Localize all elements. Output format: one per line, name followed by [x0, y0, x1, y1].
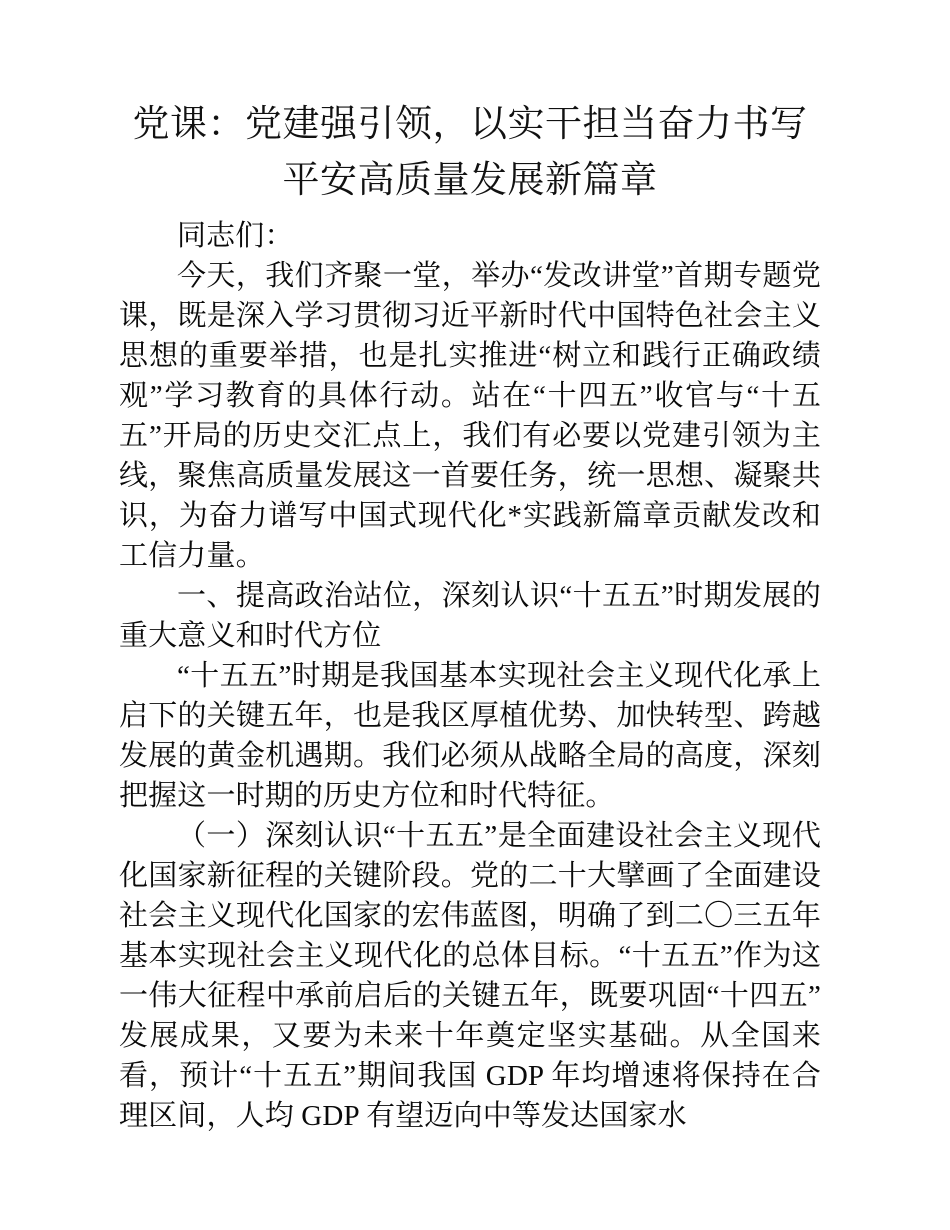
- paragraph-subsection-one: （一）深刻认识“十五五”是全面建设社会主义现代化国家新征程的关键阶段。党的二十大擘画了全面建设社会主义现代化国家的宏伟蓝图，明确了到二〇三五年基本实现社会主义现代化的总体目标。“十五五”作为这一伟大征程中承前启后的关键五年，既要巩固“十四五”发展成果，又要为未来十年奠定坚实基础。从全国来看，预计“十五五”期间我国 GDP 年均增速将保持在合理区间，人均 GDP 有望迈向中等发达国家水: [119, 820, 821, 1132]
- page-title: 党课：党建强引领，以实干担当奋力书写平安高质量发展新篇章: [132, 103, 808, 200]
- paragraph-fifteenth-five-year-plan: “十五五”时期是我国基本实现社会主义现代化承上启下的关键五年，也是我区厚植优势、加快转型、跨越发展的黄金机遇期。我们必须从战略全局的高度，深刻把握这一时期的历史方位和时代特征。: [119, 660, 821, 812]
- document-content: [119, 96, 821, 1136]
- paragraph-opening-remarks: 今天，我们齐聚一堂，举办“发改讲堂”首期专题党课，既是深入学习贯彻习近平新时代中国特色社会主义思想的重要举措，也是扎实推进“树立和践行正确政绩观”学习教育的具体行动。站在“十四五”收官与“十五五”开局的历史交汇点上，我们有必要以党建引领为主线，聚焦高质量发展这一首要任务，统一思想、凝聚共识，为奋力谱写中国式现代化*实践新篇章贡献发改和工信力量。: [119, 260, 821, 572]
- section-heading-one: 一、提高政治站位，深刻认识“十五五”时期发展的重大意义和时代方位: [119, 580, 821, 652]
- salutation-line: 同志们：: [177, 220, 294, 252]
